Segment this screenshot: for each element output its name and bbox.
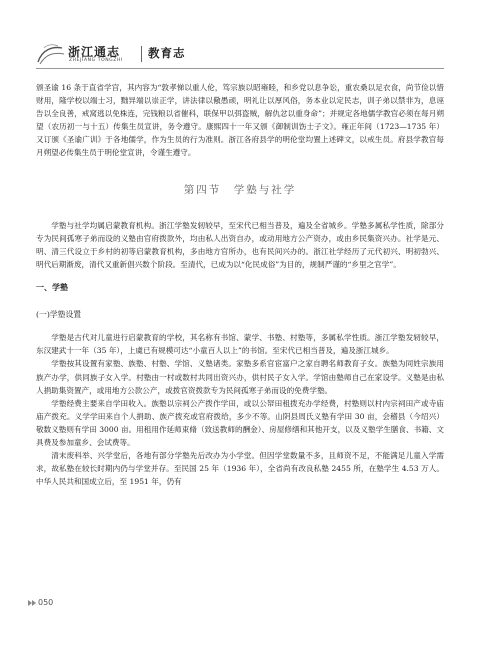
- logo-subtext: ZHEJIANG TONGZHI: [69, 58, 123, 63]
- logo-text: 浙江通志: [68, 45, 121, 59]
- header-divider: [141, 46, 142, 62]
- body-paragraph: 清末废科举、兴学堂后，各地有部分学塾先后改办为小学堂。但因学堂数量不多，且师资不足，不能满足儿童入学需求，故私塾在较长时期内仍与学堂并存。至民国 25 年（1936 年），全省尚有改良私塾 2455 所，在塾学生 4.53 万人。中华人民共和国成立后，至 1951 年，仍有: [36, 451, 444, 487]
- subsubsection-heading: (一)学塾设置: [36, 310, 82, 320]
- header-rule: [36, 68, 444, 69]
- body-paragraph: 学塾经费主要来自学田收入。族塾以宗祠公产拨作学田，或以公帑田租拨充办学经费，村塾则以村内宗祠田产或寺庙庙产拨充。义学学田来自个人捐助、族产拨充或官府拨给，多少不等。山阴县周氏义塾有学田 30 亩，会稽县（今绍兴）敬数义塾则有学田 3000 亩。用租用作延师束脩（致送教师的酬金）、房屋修缮和其他开支，以及义塾学生膳食、书籍、文具费及参加童乡、会试费等。: [36, 398, 444, 447]
- page-number: 050: [38, 598, 54, 607]
- page-header: [36, 40, 444, 70]
- paragraph-continued: 颁圣谕 16 条于直省学宫，其内容为“敦孝悌以重人伦，笃宗族以昭雍睦，和乡党以息争讼，重农桑以足衣食，尚节俭以惜财用，隆学校以端士习，黜异端以崇正学，讲法律以儆愚顽，明礼让以厚风俗，务本业以定民志，训子弟以禁非为，息诬告以全良善，戒窝逃以免株连，完钱粮以省催科，联保甲以弭盗贼，解仇忿以重身命”；并规定各地儒学教官必须在每月朔望（农历初一与十五）传集生员宣讲，务令遵守。康熙四十一年又颁《御制训饬士子文》。雍正年间（1723—1735 年）又订颁《圣谕广训》于各地儒学，作为生员的行为准则。浙江各府县学的明伦堂均置上述碑文，以戒生员。府县学教官每月朔望必传集生员于明伦堂宣讲，令谨生遵守。: [36, 83, 444, 158]
- section-heading: 第四节 学塾与社学: [183, 183, 297, 196]
- body-paragraph: 学塾是古代对儿童进行启蒙教育的学校，其名称有书馆、蒙学、书塾、村塾等，多属私学性质。浙江学塾发轫较早，东汉建武十一年（35 年），上虞已有规模可达“小童百人以上”的书馆。至宋代已相当普及，遍及浙江城乡。: [36, 333, 444, 356]
- page-marker-icon: [28, 600, 36, 606]
- page-content: [36, 81, 444, 488]
- body-paragraph: 学塾按其设置有家塾、族塾、村塾、学馆、义塾诸类。家塾多系官宦富户之家自聘名师教育子女。族塾为同姓宗族用族产办学，供同族子女入学。村塾由一村或数村共同出资兴办，供村民子女入学。学馆由塾师自己在家设学。义塾是由私人捐助集资置产，或用地方公款公产，或拨官资拨款专为民间孤寒子弟而设的免费学塾。: [36, 359, 444, 395]
- subsection-heading: 一、学塾: [36, 283, 68, 293]
- section-title: 教育志: [148, 46, 186, 60]
- logo-swirl-icon: [36, 42, 66, 66]
- intro-paragraph: 学塾与社学均属启蒙教育机构。浙江学塾发轫较早，至宋代已相当普及，遍及全省城乡。学塾多属私学性质，除部分专为民间孤寒子弟而设的义塾由官府拨款外，均由私人出资自办，或动用地方公产资办，或由乡民集资兴办。社学是元、明、清三代设立于乡村的初等启蒙教育机构，多由地方官所办，也有民间兴办的。浙江社学经历了元代初兴、明初勃兴、明代后期渐废，清代又重新倡兴数个阶段。至清代，已成为以“化民成俗”为目的，规制严谨的“乡里之官学”。: [36, 220, 444, 269]
